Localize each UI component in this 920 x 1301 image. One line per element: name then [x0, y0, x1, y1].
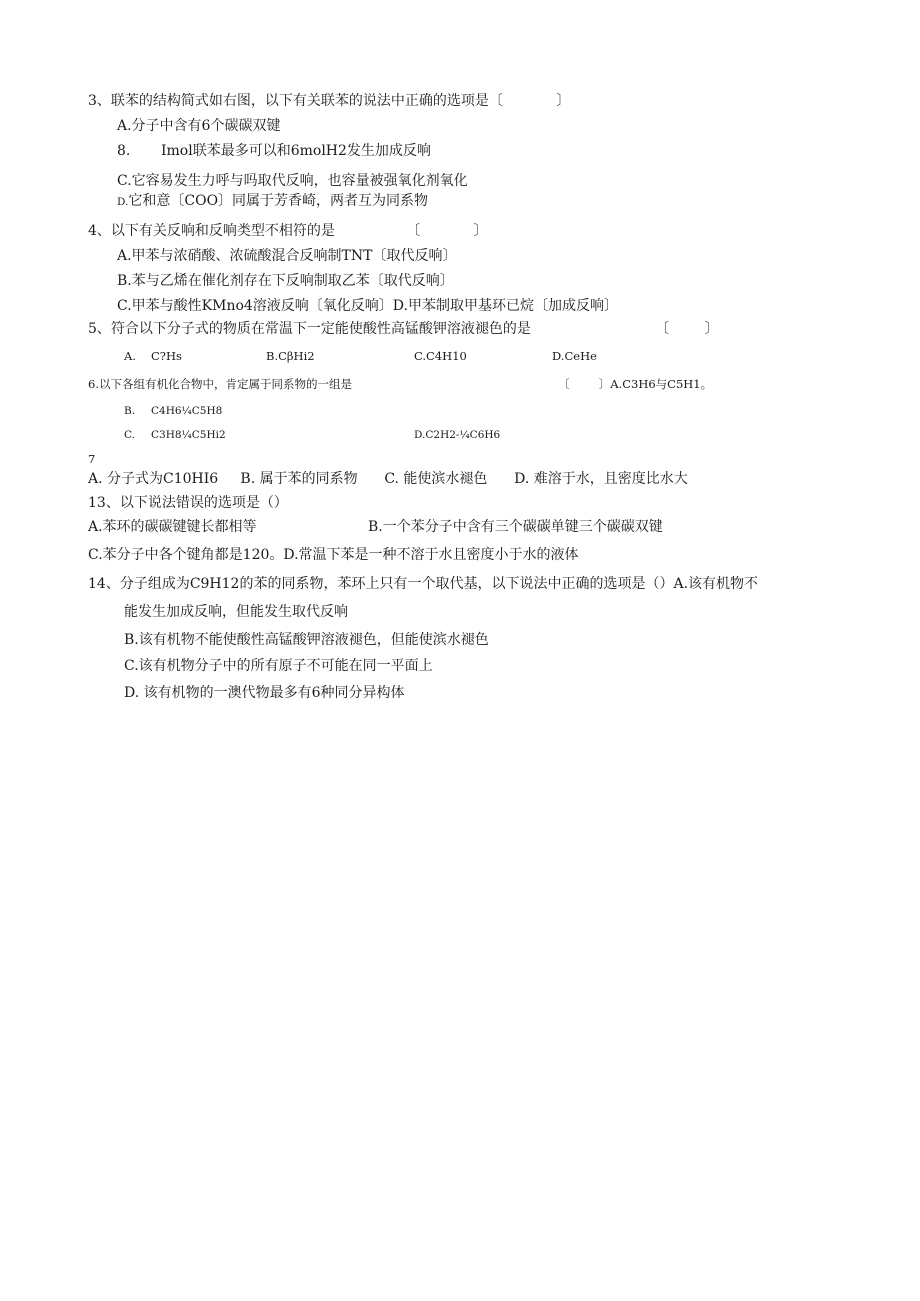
q14-stem: 14、分子组成为C9H12的苯的同系物，苯环上只有一个取代基，以下说法中正确的选项是（）A.该有机物不	[88, 576, 759, 592]
q4-option-b: B.苯与乙烯在催化剂存在下反响制取乙苯〔取代反响〕	[117, 273, 454, 289]
q6-option-b: C4H6¼C5H8	[151, 405, 223, 417]
q6-option-c-label: C.	[124, 429, 135, 441]
q14-option-b: B.该有机物不能使酸性高锰酸钾溶液褪色，但能使滨水褪色	[124, 632, 489, 648]
q3-option-d-text: 它和意〔COO〕同属于芳香崎，两者互为同系物	[128, 193, 429, 209]
q5-stem: 5、符合以下分子式的物质在常温下一定能使酸性高锰酸钾溶液褪色的是	[88, 321, 531, 337]
q5-option-d: D.CeHe	[552, 349, 597, 363]
q4-stem: 4、以下有关反响和反响类型不相符的是 〔 〕	[88, 223, 488, 239]
q6-stem: 6.以下各组有机化合物中，肯定属于同系物的一组是	[88, 377, 352, 391]
q13-option-a: A.苯环的碳碳键键长都相等	[88, 519, 257, 535]
q3-option-b: Imol联苯最多可以和6molH2发生加成反响	[161, 143, 431, 159]
q5-answer-bracket: 〔 〕	[655, 321, 719, 337]
q5-option-a-label: A.	[124, 349, 136, 363]
q6-stem-tail: 〔 〕A.C3H6与C5H1。	[558, 377, 713, 391]
q7-options: A. 分子式为C10HI6 B. 属于苯的同系物 C. 能使滨水褪色 D. 难溶于水，且密度比水大	[88, 471, 688, 487]
q13-stem: 13、以下说法错误的选项是（）	[88, 495, 288, 511]
q13-option-b: B.一个苯分子中含有三个碳碳单键三个碳碳双键	[368, 519, 663, 535]
q3-option-d	[117, 192, 428, 211]
q14-option-c: C.该有机物分子中的所有原子不可能在同一平面上	[124, 658, 433, 674]
q3-option-b-number: 8.	[117, 143, 131, 159]
q3-option-c: C.它容易发生力呼与吗取代反响，也容量被强氧化剂氧化	[117, 173, 468, 189]
q5-option-b: B.CβHi2	[266, 349, 315, 363]
q6-option-d: D.C2H2-¼C6H6	[414, 429, 501, 441]
q14-option-d: D. 该有机物的一澳代物最多有6种同分异构体	[124, 685, 405, 701]
q3-stem: 3、联苯的结构简式如右图，以下有关联苯的说法中正确的选项是〔 〕	[88, 93, 571, 109]
q3-option-a: A.分子中含有6个碳碳双键	[117, 118, 281, 134]
q6-option-c: C3H8¼C5Hi2	[151, 429, 226, 441]
q4-option-a: A.甲苯与浓硝酸、浓硫酸混合反响制TNT〔取代反响〕	[117, 248, 457, 264]
q5-option-a: C?Hs	[151, 349, 182, 363]
q14-stem-continued: 能发生加成反响，但能发生取代反响	[124, 604, 348, 620]
q13-option-cd: C.苯分子中各个键角都是120。D.常温下苯是一种不溶于水且密度小于水的液体	[88, 547, 579, 563]
q7-number: 7	[88, 452, 96, 466]
q6-option-b-label: B.	[124, 405, 136, 417]
q3-option-d-prefix: D.	[117, 196, 129, 208]
q5-option-c: C.C4H10	[414, 349, 467, 363]
q4-option-cd: C.甲苯与酸性KMno4溶液反响〔氧化反响〕D.甲苯制取甲基环已烷〔加成反响〕	[117, 298, 618, 314]
